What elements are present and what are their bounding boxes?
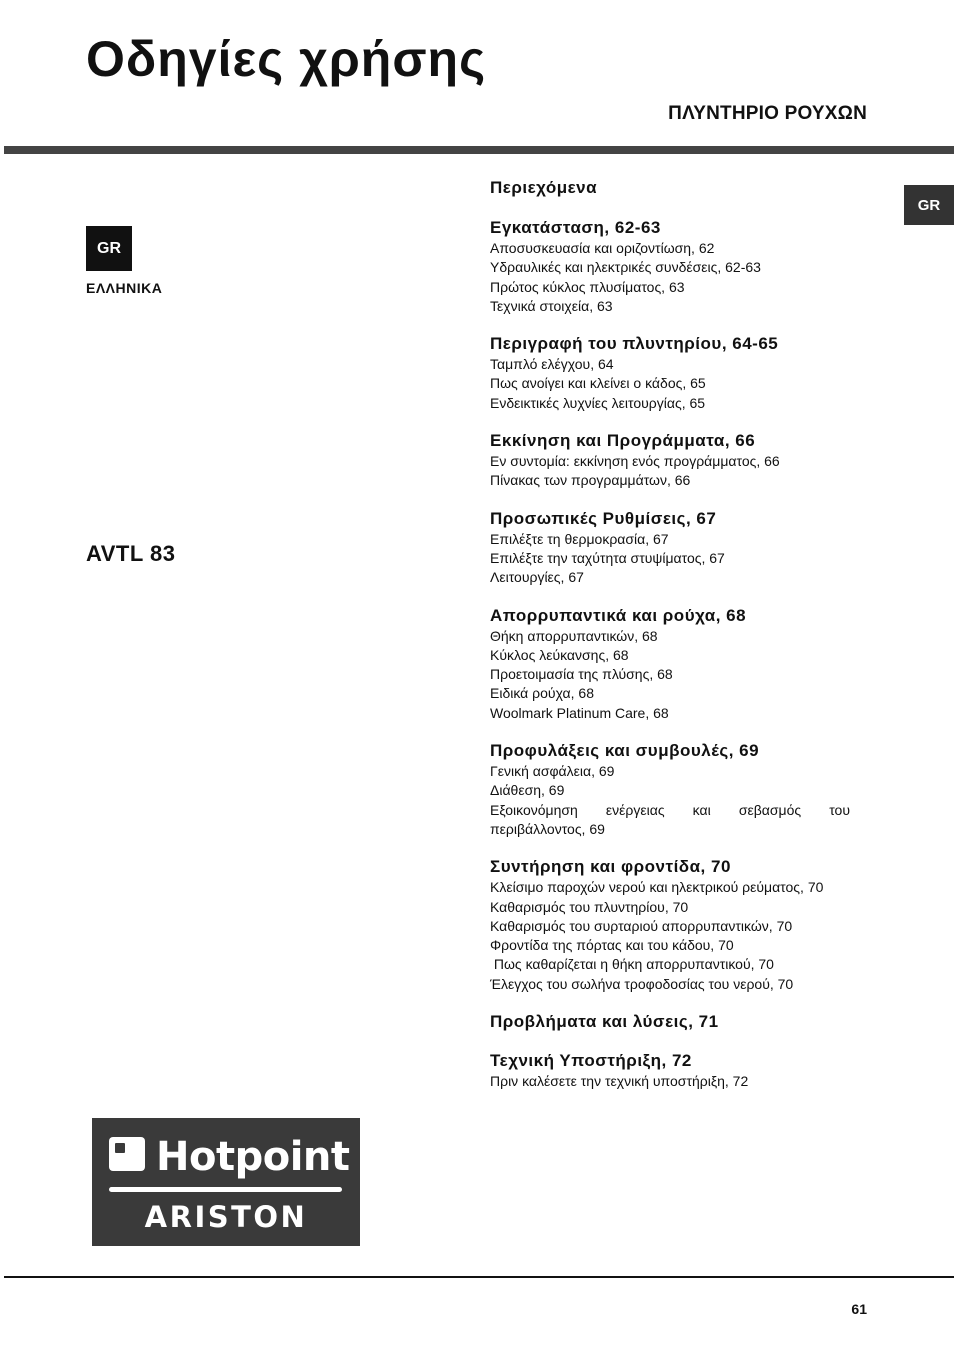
toc-section-title[interactable]: Εκκίνηση και Προγράμματα, 66 [490,431,756,451]
toc-item[interactable]: Πριν καλέσετε την τεχνική υποστήριξη, 72 [490,1073,749,1090]
toc-item[interactable]: Λειτουργίες, 67 [490,569,584,586]
toc-item[interactable]: Πίνακας των προγραμμάτων, 66 [490,472,691,489]
toc-section-title[interactable]: Προβλήματα και λύσεις, 71 [490,1012,719,1032]
toc-section-title[interactable]: Συντήρηση και φροντίδα, 70 [490,857,731,877]
toc-sections [490,217,850,1091]
toc-section [490,856,850,994]
footer-divider [4,1276,954,1278]
toc-section-title[interactable]: Εγκατάσταση, 62-63 [490,218,661,237]
toc-item[interactable]: Κλείσιμο παροχών νερού και ηλεκτρικού ρεύματος, 70 [490,879,824,896]
toc-section [490,1050,850,1091]
page-title: Οδηγίες χρήσης [86,31,487,87]
toc-item[interactable]: Πως ανοίγει και κλείνει ο κάδος, 65 [490,375,706,392]
logo-graphic [92,1118,360,1246]
toc-section [490,217,850,316]
toc-item[interactable]: Θήκη απορρυπαντικών, 68 [490,627,658,644]
table-of-contents [490,178,850,1108]
toc-item[interactable]: Επιλέξτε τη θερμοκρασία, 67 [490,530,669,547]
toc-item[interactable]: Διάθεση, 69 [490,782,565,799]
toc-section-title[interactable]: Απορρυπαντικά και ρούχα, 68 [490,605,747,625]
toc-section-title[interactable]: Τεχνική Υποστήριξη, 72 [490,1051,692,1071]
toc-item[interactable]: Υδραυλικές και ηλεκτρικές συνδέσεις, 62-63 [490,259,761,276]
toc-heading: Περιεχόμενα [490,178,598,197]
toc-section [490,1011,850,1033]
toc-item[interactable]: Καθαρισμός του πλυντηρίου, 70 [490,898,689,915]
toc-section [490,605,850,723]
toc-item[interactable]: Φροντίδα της πόρτας και του κάδου, 70 [490,937,734,954]
toc-section-title[interactable]: Προφυλάξεις και συμβουλές, 69 [490,741,760,761]
toc-section [490,740,850,839]
toc-item[interactable]: Ταμπλό ελέγχου, 64 [490,356,614,373]
toc-item[interactable]: Επιλέξτε την ταχύτητα στυψίματος, 67 [490,549,725,566]
toc-item[interactable]: Καθαρισμός του συρταριού απορρυπαντικών, 70 [490,917,793,934]
toc-item[interactable]: Τεχνικά στοιχεία, 63 [490,297,613,314]
logo-square-icon [109,1137,145,1171]
toc-item[interactable]: Γενική ασφάλεια, 69 [490,763,615,780]
header-divider [4,146,954,154]
hotpoint-ariston-logo [92,1118,360,1246]
toc-item[interactable]: Woolmark Platinum Care, 68 [490,704,669,721]
toc-item[interactable]: Ενδεικτικές λυχνίες λειτουργίας, 65 [490,394,706,411]
toc-section-title[interactable]: Προσωπικές Ρυθμίσεις, 67 [490,508,717,528]
toc-item[interactable]: Έλεγχος του σωλήνα τροφοδοσίας του νερού, 70 [490,975,794,992]
language-tab[interactable]: GR [904,185,954,225]
language-badge: GR [86,226,132,271]
toc-section-title[interactable]: Περιγραφή του πλυντηρίου, 64-65 [490,334,779,354]
page-number: 61 [851,1301,867,1317]
toc-item[interactable]: Πως καθαρίζεται η θήκη απορρυπαντικού, 70 [490,956,774,973]
toc-section [490,333,850,413]
toc-item[interactable]: Προετοιμασία της πλύσης, 68 [490,666,673,683]
toc-item[interactable]: Εν συντομία: εκκίνηση ενός προγράμματος, 66 [490,453,780,470]
logo-sub-brand-text: ARISTON [144,1200,308,1234]
logo-divider [109,1187,342,1192]
logo-brand-text: Hotpoint [156,1134,350,1180]
model-name: AVTL 83 [86,541,176,566]
toc-item[interactable]: Κύκλος λεύκανσης, 68 [490,646,629,663]
logo-square-notch [115,1143,125,1153]
toc-item[interactable]: Εξοικονόμηση ενέργειας και σεβασμός του περιβάλλοντος, 69 [490,801,850,837]
language-name: ΕΛΛΗΝΙΚΑ [86,280,163,296]
product-type-subtitle: ΠΛΥΝΤΗΡΙΟ ΡΟΥΧΩΝ [668,103,867,124]
toc-item[interactable]: Ειδικά ρούχα, 68 [490,685,594,702]
toc-item[interactable]: Πρώτος κύκλος πλυσίματος, 63 [490,278,685,295]
toc-item[interactable]: Αποσυσκευασία και οριζοντίωση, 62 [490,240,715,256]
toc-section [490,430,850,491]
toc-section [490,508,850,588]
